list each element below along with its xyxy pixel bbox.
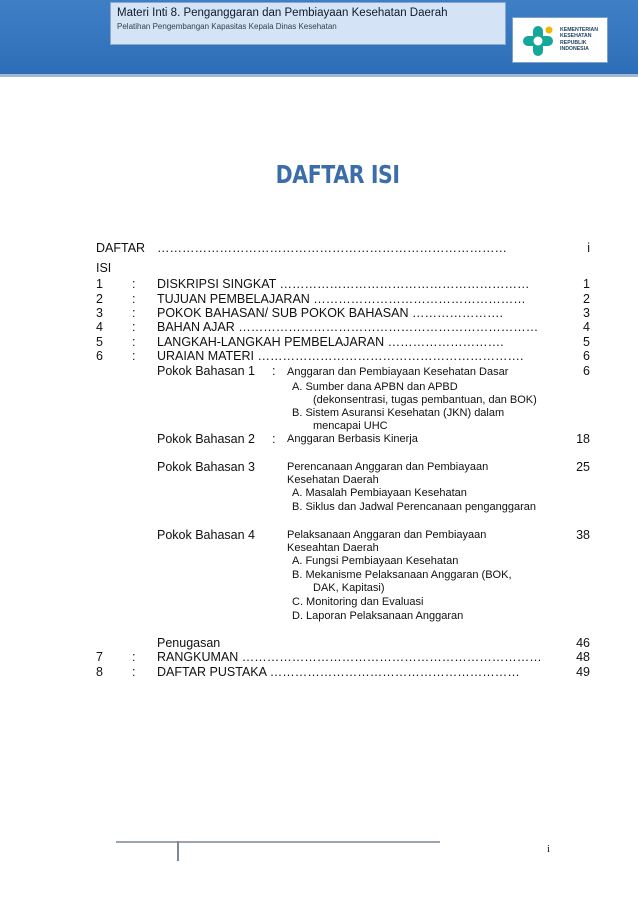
toc-entry-label: DAFTAR PUSTAKA ……………………………………………………: [157, 665, 520, 679]
toc-entry-page: 49: [576, 665, 590, 679]
pokok-bahasan-title: Keseahtan Daerah: [287, 542, 379, 554]
toc-entry-separator: :: [132, 292, 136, 306]
toc-entry-page: 1: [583, 277, 590, 291]
toc-entry-label: POKOK BAHASAN/ SUB POKOK BAHASAN ………………….: [157, 306, 503, 320]
toc-entry-number: 8: [96, 665, 103, 679]
toc-entry-number: 2: [96, 292, 103, 306]
toc-entry-label: TUJUAN PEMBELAJARAN ……………………………………………: [157, 292, 526, 306]
pokok-bahasan-label: Pokok Bahasan 3: [157, 460, 255, 474]
toc-entry-number: 1: [96, 277, 103, 291]
footer-rule-tick: [177, 841, 179, 861]
pokok-bahasan-title: Anggaran dan Pembiayaan Kesehatan Dasar: [287, 366, 509, 378]
sub-topic: mencapai UHC: [313, 420, 388, 432]
toc-entry-page: 6: [583, 349, 590, 363]
toc-entry-separator: :: [132, 349, 136, 363]
sub-topic: D. Laporan Pelaksanaan Anggaran: [292, 610, 464, 622]
toc-entry-page: 5: [583, 335, 590, 349]
pokok-bahasan-title: Pelaksanaan Anggaran dan Pembiayaan: [287, 529, 487, 541]
logo-text: KEMENTERIAN KESEHATAN REPUBLIK INDONESIA: [560, 27, 599, 52]
sub-topic: DAK, Kapitasi): [313, 582, 385, 594]
toc-entry-separator: :: [132, 335, 136, 349]
toc-entry-leader: …………………………………………………………………………: [157, 241, 507, 255]
toc-entry-label: DISKRIPSI SINGKAT ……………………………………………………: [157, 277, 530, 291]
sub-topic: B. Sistem Asuransi Kesehatan (JKN) dalam: [292, 407, 505, 419]
pokok-bahasan-label: Pokok Bahasan 4: [157, 528, 255, 542]
toc-entry-separator: :: [132, 306, 136, 320]
toc-entry-page: i: [587, 241, 590, 255]
sub-topic: (dekonsentrasi, tugas pembantuan, dan BOK): [313, 394, 537, 406]
sub-topic: B. Siklus dan Jadwal Perencanaan penganggaran: [292, 501, 537, 513]
sub-topic: B. Mekanisme Pelaksanaan Anggaran (BOK,: [292, 569, 512, 581]
pokok-bahasan-title: Kesehatan Daerah: [287, 474, 379, 486]
toc-entry-page: 3: [583, 306, 590, 320]
pokok-bahasan-page: 25: [576, 460, 590, 474]
sub-topic: C. Monitoring dan Evaluasi: [292, 596, 424, 608]
penugasan-page: 46: [576, 636, 590, 650]
toc-entry-label: DAFTAR: [96, 241, 146, 255]
pokok-bahasan-separator: :: [272, 364, 276, 378]
header-box: [110, 2, 506, 45]
sub-topic: A. Fungsi Pembiayaan Kesehatan: [292, 555, 459, 567]
header-title: Materi Inti 8. Penganggaran dan Pembiayaan Kesehatan Daerah: [117, 7, 448, 19]
toc-entry-label: BAHAN AJAR ………………………………………………………………: [157, 320, 539, 334]
toc-entry-label: RANGKUMAN ………………………………………………………………: [157, 650, 542, 664]
penugasan-label: Penugasan: [157, 636, 221, 650]
pokok-bahasan-page: 6: [583, 364, 590, 378]
toc-entry-separator: :: [132, 665, 136, 679]
header-subtitle: Pelatihan Pengembangan Kapasitas Kepala Dinas Kesehatan: [117, 22, 337, 31]
pokok-bahasan-label: Pokok Bahasan 2: [157, 432, 255, 446]
toc-entry-number: 7: [96, 650, 103, 664]
pokok-bahasan-label: Pokok Bahasan 1: [157, 364, 255, 378]
toc-entry-page: 48: [576, 650, 590, 664]
toc-entry-number: 6: [96, 349, 103, 363]
toc-entry-separator: :: [132, 320, 136, 334]
pokok-bahasan-separator: :: [272, 432, 276, 446]
toc-entry-separator: :: [132, 650, 136, 664]
footer-rule: [116, 841, 440, 843]
toc-entry-page: 4: [583, 320, 590, 334]
toc-entry-number: 4: [96, 320, 103, 334]
toc-entry-number: 3: [96, 306, 103, 320]
toc-entry-label: ISI: [96, 261, 112, 275]
ministry-logo: [512, 17, 608, 63]
toc-entry-number: 5: [96, 335, 103, 349]
sub-topic: A. Sumber dana APBN dan APBD: [292, 381, 458, 393]
toc-entry-separator: :: [132, 277, 136, 291]
page-title: DAFTAR ISI: [275, 160, 400, 189]
pokok-bahasan-title: Perencanaan Anggaran dan Pembiayaan: [287, 461, 489, 473]
pokok-bahasan-title: Anggaran Berbasis Kinerja: [287, 433, 418, 445]
sub-topic: A. Masalah Pembiayaan Kesehatan: [292, 487, 467, 499]
toc-entry-label: URAIAN MATERI ……………………………………………………….: [157, 349, 524, 363]
page-number: i: [547, 843, 551, 855]
ministry-logo-icon: [519, 22, 557, 60]
pokok-bahasan-page: 18: [576, 432, 590, 446]
toc-entry-page: 2: [583, 292, 590, 306]
pokok-bahasan-page: 38: [576, 528, 590, 542]
toc-entry-label: LANGKAH-LANGKAH PEMBELAJARAN ……………………….: [157, 335, 504, 349]
